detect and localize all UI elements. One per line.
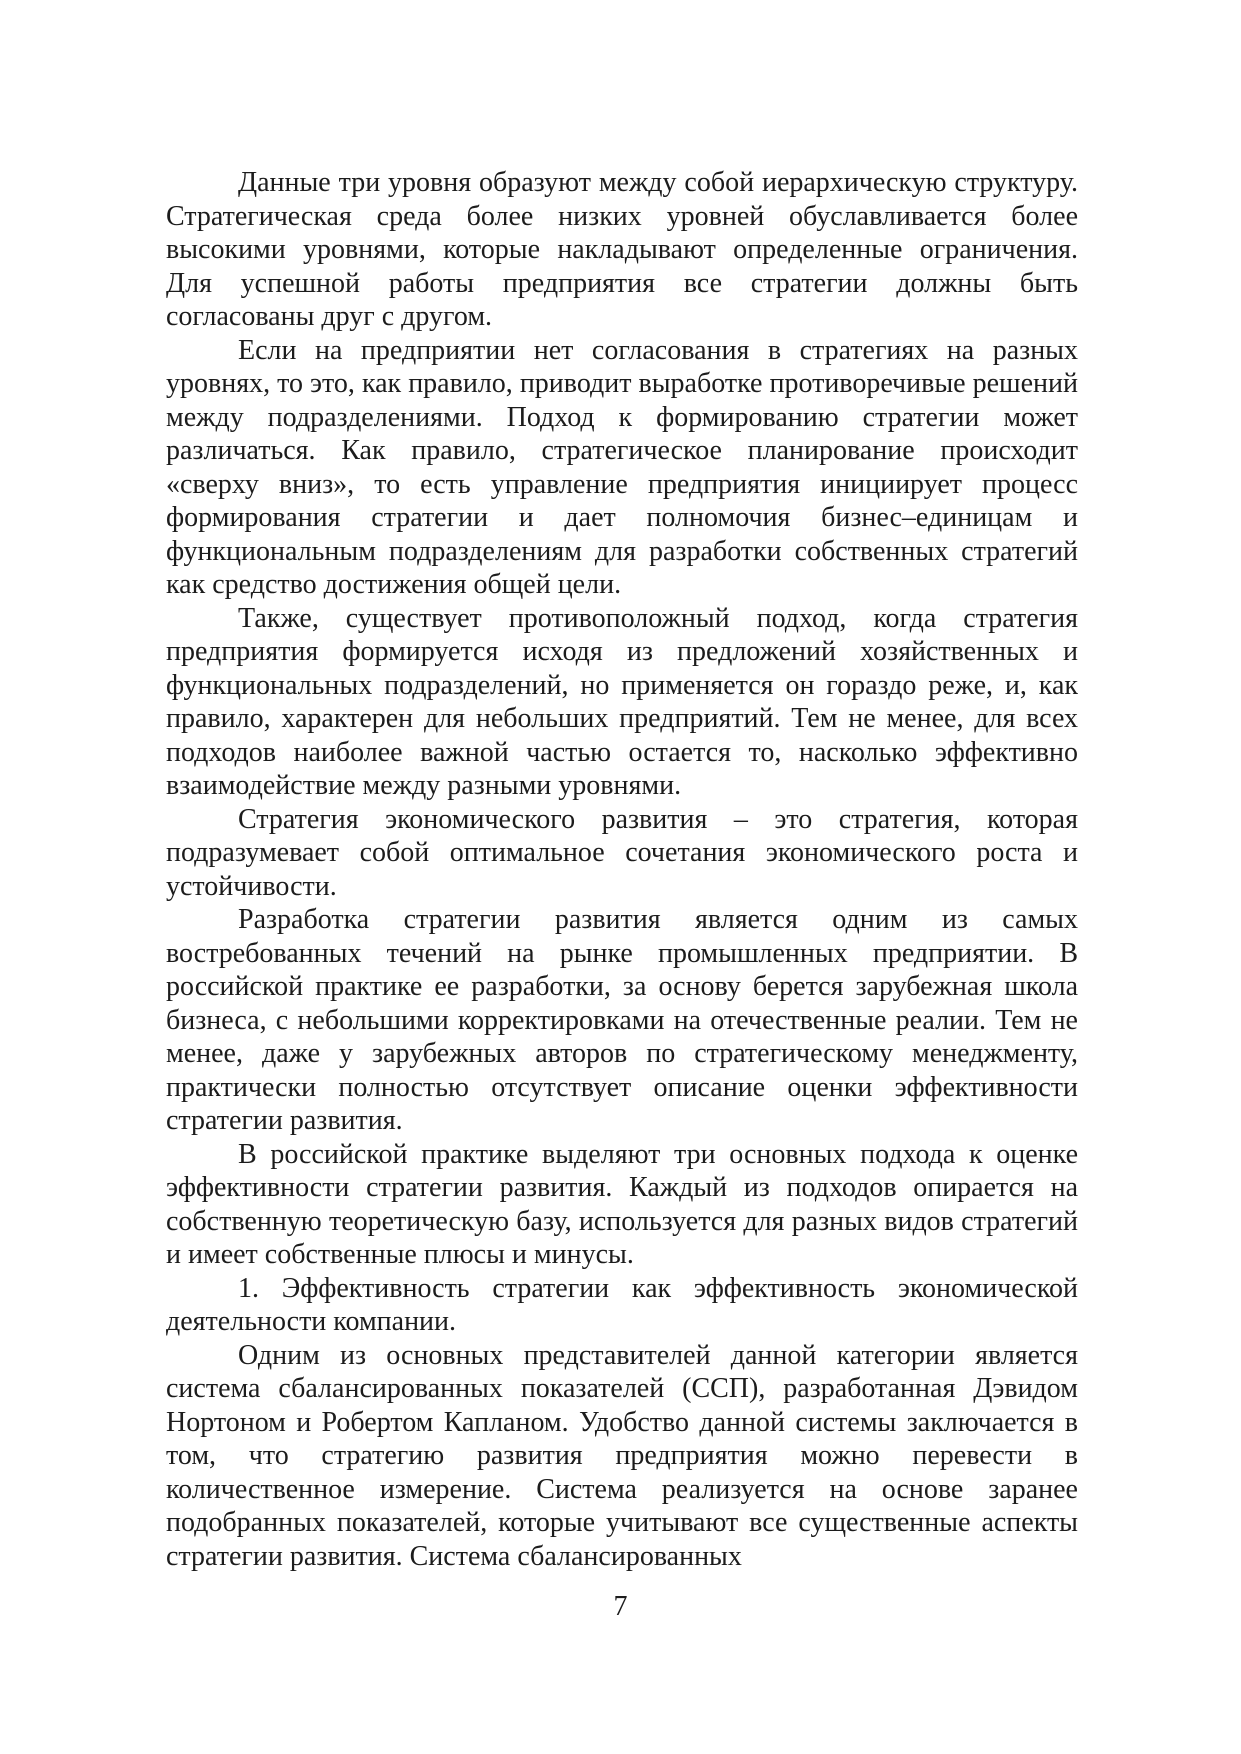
paragraph-opposite-approach: Также, существует противоположный подход, когда стратегия предприятия формируется исходя из предложений хозяйственных и функциональных подразделений, но применяется он гораздо реже, и, как правило, характерен для небольших предприятий. Тем не менее, для всех подходов наиболее важной частью остается то, насколько эффективно взаимодействие между разными уровнями. bbox=[166, 602, 1078, 801]
paragraph-list-item-1: 1. Эффективность стратегии как эффективность экономической деятельности компании. bbox=[166, 1272, 1078, 1337]
paragraph-strategy-development: Разработка стратегии развития является одним из самых востребованных течений на рынке промышленных предприятии. В российской практике ее разработки, за основу берется зарубежная школа бизнеса, с небольшими корректировками на отечественные реалии. Тем не менее, даже у зарубежных авторов по стратегическому менеджменту, практически полностью отсутствует описание оценки эффективности стратегии развития. bbox=[166, 904, 1078, 1136]
page-number: 7 bbox=[613, 1591, 628, 1622]
paragraph-coordination: Если на предприятии нет согласования в стратегиях на разных уровнях, то это, как правило, приводит выработке противоречивые решений между подразделениями. Подход к формированию стратегии может различаться. Как правило, стратегическое планирование происходит «сверху вниз», то есть управление предприятия инициирует процесс формирования стратегии и дает полномочия бизнес–единицам и функциональным подразделениям для разработки собственных стратегий как средство достижения общей цели. bbox=[166, 334, 1078, 600]
body-text bbox=[166, 166, 1078, 1573]
paragraph-economic-strategy: Стратегия экономического развития – это стратегия, которая подразумевает собой оптимальное сочетания экономического роста и устойчивости. bbox=[166, 803, 1078, 902]
paragraph-hierarchy: Данные три уровня образуют между собой иерархическую структуру. Стратегическая среда более низких уровней обуславливается более высокими уровнями, которые накладывают определенные ограничения. Для успешной работы предприятия все стратегии должны быть согласованы друг с другом. bbox=[166, 167, 1078, 332]
paragraph-balanced-scorecard: Одним из основных представителей данной категории является система сбалансированных показателей (ССП), разработанная Дэвидом Нортоном и Робертом Капланом. Удобство данной системы заключается в том, что стратегию развития предприятия можно перевести в количественное измерение. Система реализуется на основе заранее подобранных показателей, которые учитывают все существенные аспекты стратегии развития. Система сбалансированных bbox=[166, 1339, 1078, 1572]
paragraph-three-approaches: В российской практике выделяют три основных подхода к оценке эффективности стратегии развития. Каждый из подходов опирается на собственную теоретическую базу, используется для разных видов стратегий и имеет собственные плюсы и минусы. bbox=[166, 1138, 1078, 1270]
